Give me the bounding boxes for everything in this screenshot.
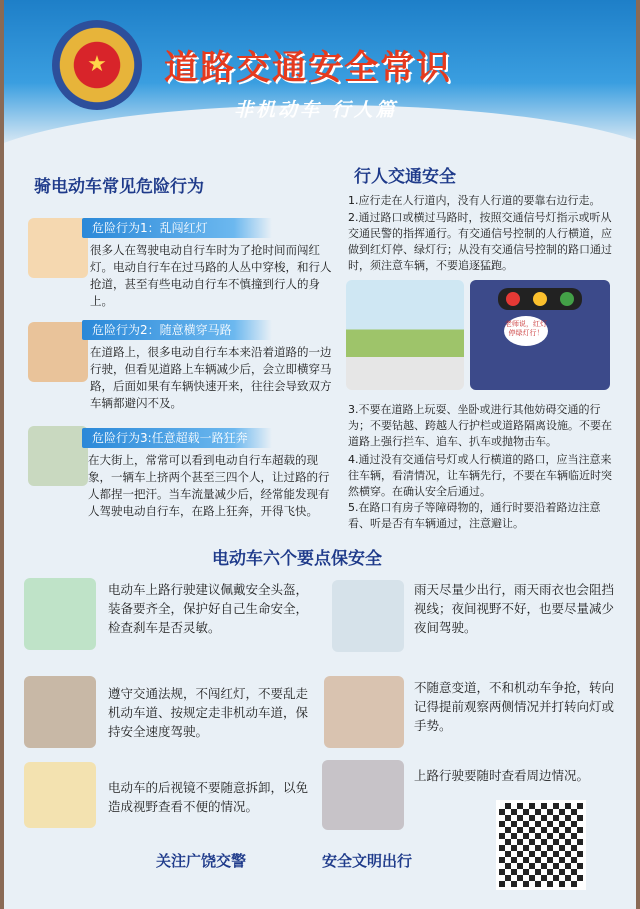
- lane-change-illustration: [324, 676, 404, 748]
- danger3-illustration: [28, 426, 88, 486]
- poster-page: [4, 0, 636, 909]
- traffic-rules-illustration: [24, 676, 96, 748]
- pedestrian-rule-3: 3.不要在道路上玩耍、坐卧或进行其他妨碍交通的行为；不要钻越、跨越人行护栏或道路隔离设施。不要在道路上强行拦车、追车、扒车或抛物击车。: [348, 403, 612, 448]
- danger2-text: 在道路上，很多电动自行车本来沿着道路的一边行驶，但看见道路上车辆减少后，会立即横穿马路，后面如果有车辆快速开来，往往会导致双方车辆都避闪不及。: [90, 345, 332, 410]
- mirror-illustration: [24, 762, 96, 828]
- emblem-star-icon: ★: [87, 52, 107, 77]
- footer-slogan: 安全文明出行: [322, 852, 413, 870]
- point-4-text: 不随意变道，不和机动车争抢，转向记得提前观察两侧情况并打转向灯或手势。: [414, 680, 615, 733]
- six-points-heading: 电动车六个要点保安全: [212, 549, 382, 569]
- point-1-text: 电动车上路行驶建议佩戴安全头盔，装备要齐全，保护好自己生命安全，检查刹车是否灵敏。: [108, 582, 309, 635]
- left-section-heading: 骑电动车常见危险行为: [34, 177, 204, 197]
- right-section-heading: 行人交通安全: [354, 167, 456, 187]
- danger3-title: 危险行为3:任意超载一路狂奔: [82, 428, 272, 448]
- helmet-rider-illustration: [24, 578, 96, 650]
- page-subtitle: 非机动车 行人篇: [234, 99, 398, 121]
- rain-rider-illustration: [332, 580, 404, 652]
- traffic-light-icon: [498, 288, 582, 310]
- police-emblem: [52, 20, 142, 110]
- point-6-text: 上路行驶要随时查看周边情况。: [414, 768, 590, 783]
- traffic-light-illustration: [470, 280, 610, 390]
- qr-code[interactable]: [496, 800, 586, 890]
- danger2-illustration: [28, 322, 88, 382]
- danger1-illustration: [28, 218, 88, 278]
- footer-follow: 关注广饶交警: [156, 852, 247, 870]
- danger2-title: 危险行为2：随意横穿马路: [82, 320, 272, 340]
- danger3-text: 在大街上，常常可以看到电动自行车超载的现象，一辆车上挤两个甚至三四个人，让过路的行人都捏一把汗。当车流量减少后，经常能发现有人驾驶电动自行车，在路上狂奔，开得飞快。: [88, 453, 330, 518]
- point-2-text: 雨天尽量少出行，雨天雨衣也会阻挡视线；夜间视野不好，也要尽量减少夜间驾驶。: [414, 582, 615, 635]
- danger1-title: 危险行为1：乱闯红灯: [82, 218, 272, 238]
- danger1-text: 很多人在驾驶电动自行车时为了抢时间而闯红灯。电动自行车在过马路的人丛中穿梭，和行人抢道，甚至有些电动自行车不慎撞到行人的身上。: [90, 243, 332, 308]
- pedestrian-rule-5: 5.在路口有房子等障碍物的，通行时要沿着路边注意看、听是否有车辆通过，注意避让。: [348, 501, 601, 530]
- page-title: 道路交通安全常识: [164, 48, 452, 88]
- pedestrian-rule-1: 1.应行走在人行道内，没有人行道的要靠右边行走。: [348, 194, 601, 207]
- point-5-text: 电动车的后视镜不要随意拆卸，以免造成视野查看不便的情况。: [108, 780, 309, 814]
- lookout-illustration: [322, 760, 404, 830]
- pedestrian-rule-2: 2.通过路口或横过马路时，按照交通信号灯指示或听从交通民警的指挥通行。有交通信号控制的人行横道，应做到红灯停、绿灯行；从没有交通信号控制的路口通过时，须注意车辆，不要追逐猛跑。: [348, 211, 612, 272]
- pedestrian-rule-4: 4.通过没有交通信号灯或人行横道的路口，应当注意来往车辆，看清情况，让车辆先行，不要在车辆临近时突然横穿。在确认安全后通过。: [348, 453, 612, 498]
- point-3-text: 遵守交通法规，不闯红灯，不要乱走机动车道、按规定走非机动车道，保持安全速度驾驶。: [108, 686, 309, 739]
- speech-bubble: 老师说，红灯停绿灯行！: [504, 316, 548, 346]
- children-crossing-illustration: [346, 280, 464, 390]
